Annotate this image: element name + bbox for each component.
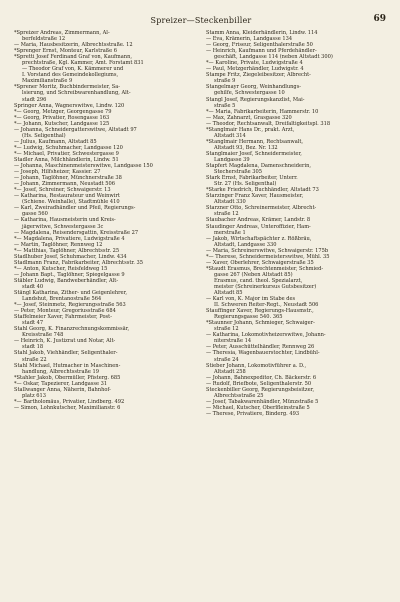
directory-entry-line: *Staudt Erasmus, Brechtenmeister, Schmied-: [206, 265, 324, 272]
directory-entry-line: — Johann, Taglöhner, Münchnerstraße 38: [14, 175, 122, 182]
directory-entry-line: merstraße 1: [214, 229, 246, 236]
directory-entry-line: Stanglmaier Josef, Schneidermeister,: [206, 150, 302, 157]
directory-entry-line: — Paul, Metzgerhändler, Ludwigstr. 4: [206, 66, 304, 73]
directory-entry-line: Landgasse 39: [214, 156, 250, 163]
directory-entry-line: Altstadt 314: [214, 132, 246, 139]
directory-entry-line: Stauffinger Xaver, Regierungs-Hausmstr.,: [206, 308, 314, 315]
directory-entry-line: — Katharina, Hausmeisterin und Kreis-: [14, 217, 116, 224]
directory-entry-line: Altstadt 85: [214, 290, 243, 297]
directory-entry-line: — Rudolf, Briefbote, Seligenthalerstr. 50: [206, 380, 312, 387]
directory-entry-line: handlung, Albrechtsstraße 19: [22, 368, 100, 375]
directory-entry-line: Stäbler Ludwig, Bandweberhändler, Alt-: [14, 277, 119, 284]
directory-entry-line: Maximilianstraße 9: [22, 78, 73, 85]
directory-entry-line: Staffelmeier Xaver, Fahrmeister, Post-: [14, 314, 112, 321]
directory-entry-line: — Maria, Schreinerswitwe, Schwaigerstr. 175b: [206, 247, 329, 254]
directory-entry-line: Stadlhuber Josef, Schuhmacher, Lindw. 434: [14, 253, 127, 260]
directory-entry-line: Springer Anna, Wagnerswitwe, Lindw. 120: [14, 102, 125, 109]
directory-entry-line: — Maria, Hausbesitzerin, Albrechtsstraße. 12: [14, 42, 133, 49]
directory-entry-line: Stangelmayr Georg, Weinhandlungs-: [206, 84, 302, 91]
directory-entry-line: — Jakob, Wirtschaftspächter z. Rößbräu,: [206, 235, 312, 242]
directory-entry-line: Stahl Jakob, Viehhändler, Seligenthaler-: [14, 350, 118, 357]
directory-entry-line: *Stahler Jakob, Obermüller, Pfisterg. 685: [14, 374, 121, 381]
directory-entry-line: I. Vorstand des Gemeindekollegiums,: [22, 72, 119, 79]
directory-entry-line: gehilfe, Schwestergasse 10: [214, 90, 285, 97]
directory-entry-line: Starzinger Franz Xaver, Hausmeister,: [206, 193, 304, 200]
directory-entry-line: Regierungsgasse 540. 365: [214, 314, 283, 321]
directory-entry-line: straße 24: [214, 356, 239, 363]
directory-entry-line: *Starke Friedrich, Buchhändler, Altstadt 73: [206, 187, 319, 194]
directory-entry-line: Stallwanger Anna, Näherin, Bahnhof-: [14, 386, 111, 393]
left-column: [14, 30, 196, 417]
directory-entry-line: Altstadt 258: [214, 368, 246, 375]
directory-entry-line: *— Josef, Schreiner, Schwaigerstr. 13: [14, 187, 111, 194]
directory-entry-line: straße 12: [214, 326, 239, 333]
right-column: [206, 30, 388, 417]
directory-entry-line: — Magdalena, Reisendersgattin, Kreisstraße 27: [14, 229, 139, 236]
directory-entry-line: niterstraße 14: [214, 338, 252, 345]
directory-entry-line: — Martin, Taglöhner, Rennweg 12: [14, 241, 103, 248]
directory-entry-line: — Johanna, Schneidergatterswitwe, Altstadt 97: [14, 126, 137, 133]
directory-entry-line: — Eva, Krämerin, Landgasse 134: [206, 36, 293, 43]
directory-entry-line: Stahl Georg, K. Finanzrechnungskommissär,: [14, 326, 130, 333]
directory-entry-line: — Heinrich, K. Justizrat und Notar, Alt-: [14, 338, 116, 345]
page-header: [14, 14, 388, 28]
directory-entry-line: *— Anton, Kutscher, Reisfeldweg 15: [14, 265, 108, 272]
directory-entry-line: — Theodor Graf von, K. Kämmerer und: [22, 66, 124, 73]
directory-entry-line: Staudinger Andreas, Unteroffizier, Ham-: [206, 223, 311, 230]
directory-entry-line: Stangl Josef, Regierungskanzlist, Mai-: [206, 96, 305, 103]
directory-entry-line: Stadlmann Franz, Fabrikarbeiter, Albrechtsstr. 35: [14, 259, 143, 266]
directory-entry-line: Landshut, Brentanostraße 564: [22, 296, 102, 303]
directory-entry-line: — Peter, Monteur, Gregoriusstraße 684: [14, 308, 116, 315]
directory-entry-line: *— Georg, Privatier, Rosengasse 163: [14, 114, 110, 121]
directory-entry-line: Stieber Johann, Lokomotivführer a. D.,: [206, 362, 307, 369]
directory-entry-line: — Johanna, Maschinenmeisterswitwe, Landgasse 150: [14, 163, 153, 170]
directory-entry-line: — Katharina, Lokomotivheizerswitwe, Johann-: [206, 332, 326, 339]
directory-entry-line: — Johann, Zimmermann, Neustadt 506: [14, 181, 115, 188]
directory-entry-line: *— Oskar, Tapezierer, Landgasse 31: [14, 380, 108, 387]
directory-entry-line: *— Johann, Kutscher, Landgasse 125: [14, 120, 110, 127]
directory-entry-line: Stahl Michael, Hutmacher in Maschinen-: [14, 362, 121, 369]
directory-columns: [14, 30, 388, 417]
directory-entry-line: — Simon, Lohnkutscher, Maximilianstr. 6: [14, 404, 121, 411]
directory-entry-line: straße 12: [214, 211, 239, 218]
directory-entry-line: Staubacher Andreas, Krämer, Landstr. 8: [206, 217, 311, 224]
directory-entry-line: gasse 267 (Neben Altstadt 85): [214, 271, 293, 278]
directory-entry-line: Altstadt 330: [214, 199, 246, 206]
directory-entry-line: lsierung, und Schreibwarenhandlung, Alt-: [22, 90, 131, 97]
running-title: Spreizer—Steckenbiller: [150, 16, 252, 25]
directory-entry-line: Kreisstraße 748: [22, 332, 64, 339]
directory-entry-line: prechtstraße, Kgl. Kammer, Amt. Forstamt 831: [22, 60, 144, 67]
directory-entry-line: — Max, Zahnarzt, Grasgasse 320: [206, 114, 292, 121]
directory-entry-line: jägerwitwe, Schwestergasse 3c: [22, 223, 104, 230]
directory-entry-line: *Sprener Moritz, Buchbindermeister, Sa-: [14, 84, 120, 91]
directory-entry-line: (Schiene. Weinhalle), Stadtmühle 410: [22, 199, 120, 206]
directory-entry-line: *Stanglmair Hermann, Rechtsanwalt,: [206, 138, 304, 145]
directory-entry-line: gasse 560: [22, 211, 48, 218]
directory-entry-line: Starzner Otto, Schreinermeister, Albrecht-: [206, 205, 317, 212]
directory-entry-line: — Georg, Friseur, Seligenthalerstraße 50: [206, 42, 313, 49]
directory-entry-line: geschäft, Landgasse 114 (neben Altstadt 300): [214, 54, 333, 61]
directory-entry-line: Stark Ernst, Fabrikarbeiter, Unterr.: [206, 175, 298, 182]
directory-entry-line: *— Matthias, Taglöhner, Albrechtsstr. 25: [14, 247, 120, 254]
directory-entry-line: Stecherstraße 305: [214, 169, 263, 176]
directory-entry-line: Stamm Anna, Kleiderhändlerin, Lindw. 114: [206, 30, 318, 36]
directory-entry-line: II. Schweren Reiter-Regt., Neustadt 506: [214, 302, 319, 309]
directory-entry-line: (Hs. Seligenthal): [22, 132, 66, 139]
directory-entry-line: platz 613: [22, 392, 46, 399]
directory-entry-line: straße 22: [22, 356, 47, 363]
directory-entry-line: *Spretti Josef Ferdinand Graf von, Kaufmann,: [14, 54, 132, 61]
directory-entry-line: stadt 40: [22, 283, 44, 290]
directory-entry-line: stadt 296: [22, 96, 47, 103]
directory-entry-line: *— Magdalena, Privatiere, Ludwigstraße 4: [14, 235, 125, 242]
directory-entry-line: Altstadt, Landgasse 330: [214, 241, 277, 248]
directory-entry-line: — Johann, Bahnexpeditor, Ch. Bäckerstr. 6: [206, 374, 317, 381]
directory-entry-line: *— Ludwig, Schuhmacher, Landgasse 120: [14, 144, 123, 151]
directory-entry-line: Steckenbiller Georg, Regierungsbeisitzer,: [206, 386, 315, 393]
directory-entry-line: *— Maria, Fabrikarbeiterin, Hammerstr. 10: [206, 108, 319, 115]
directory-entry-line: — Therese, Privatiere, Binderg. 493: [206, 410, 300, 417]
directory-entry-line: Albrechtsstraße 25: [214, 392, 264, 399]
directory-entry-line: — Xaver, Oberlehrer, Schwaigerstraße 35: [206, 259, 314, 266]
directory-entry-line: straße 9: [214, 78, 236, 85]
directory-entry-line: — Joseph, Hilfsheizer, Kassier. 27: [14, 169, 101, 176]
directory-entry-line: Stampe Fritz, Ziegeleibesitzer, Albrecht-: [206, 72, 311, 79]
directory-entry-line: — Peter, Ausschüttelhändler, Rennweg 26: [206, 344, 315, 351]
directory-entry-line: *Sprenger Ernst, Monteur, Karlstraße 6: [14, 48, 118, 55]
directory-entry-line: Str. 27 (Hs. Seligenthal): [214, 181, 277, 188]
directory-entry-line: *— Bartholomäus, Privatier, Lindberg. 492: [14, 398, 125, 405]
directory-entry-line: *— Michael, Privatier, Schwestergasse 9: [14, 150, 119, 157]
directory-entry-line: stadt 47: [22, 320, 44, 327]
directory-entry-line: *— Therese, Schneidermeisterswitwe, Mühl. 35: [206, 253, 330, 260]
directory-entry-line: stadt 18: [22, 344, 44, 351]
directory-entry-line: — Theresia, Wagenbauerstochter, Lindbühl-: [206, 350, 320, 357]
directory-entry-line: — Josef, Tabakwarenhändler, Münzstraße 5: [206, 398, 319, 405]
directory-entry-line: Erasmus, cand. theol. Spezialarzt,: [214, 277, 303, 284]
directory-entry-line: *Stanglmair Hans Dr., prakt. Arzt,: [206, 126, 295, 133]
directory-entry-line: *Staunner Johann, Schmieger, Schwaiger-: [206, 320, 315, 327]
directory-entry-line: — Michael, Kutscher, Oberlfleinstraße 5: [206, 404, 310, 411]
directory-entry-line: *— Georg, Metzger, Georgengasse 79: [14, 108, 112, 115]
directory-entry-line: straße 5: [214, 102, 236, 109]
directory-entry-line: — Karl, Zweiradhändler und Pfeil, Regierungs-: [14, 205, 136, 212]
directory-entry-line: *Spreizer Andreas, Zimmermann, Al-: [14, 30, 110, 36]
directory-entry-line: — Heinrich, Kaufmann und Pferdehändler-: [206, 48, 317, 55]
directory-entry-line: Stadler Anna, Milchhändlerin, Lindw. 51: [14, 156, 119, 163]
directory-entry-line: Altstadt 93, Bez. Nr. 132: [214, 144, 278, 151]
directory-entry-line: — Theodor, Rechtsanwalt, Dreifaltigkeitspl. 318: [206, 120, 331, 127]
directory-entry-line: Stängl Katharina, Zither- und Geigenlehrer,: [14, 290, 128, 297]
directory-entry-line: berfeldstraße 12: [22, 36, 66, 43]
directory-entry-line: *— Karoline, Private, Ludwigstraße 4: [206, 60, 303, 67]
directory-entry-line: — Johann Bapt., Taglöhner, Spiegelgasse 9: [14, 271, 125, 278]
directory-entry-line: Stapfert Magdalena, Damenschneiderin,: [206, 163, 312, 170]
directory-entry-line: meister (Schreinerkursus Gutsbesitzer): [214, 283, 317, 290]
directory-entry-line: — Karl von, K. Major im Stabe des: [206, 296, 296, 303]
directory-entry-line: — Julius, Kaufmann, Altstadt 85: [14, 138, 97, 145]
page-number: 69: [373, 14, 386, 24]
directory-entry-line: *— Josef, Steinmetz, Regierungsstraße 563: [14, 302, 126, 309]
directory-entry-line: — Katharina, Restaurateur und Weinwirt: [14, 193, 120, 200]
